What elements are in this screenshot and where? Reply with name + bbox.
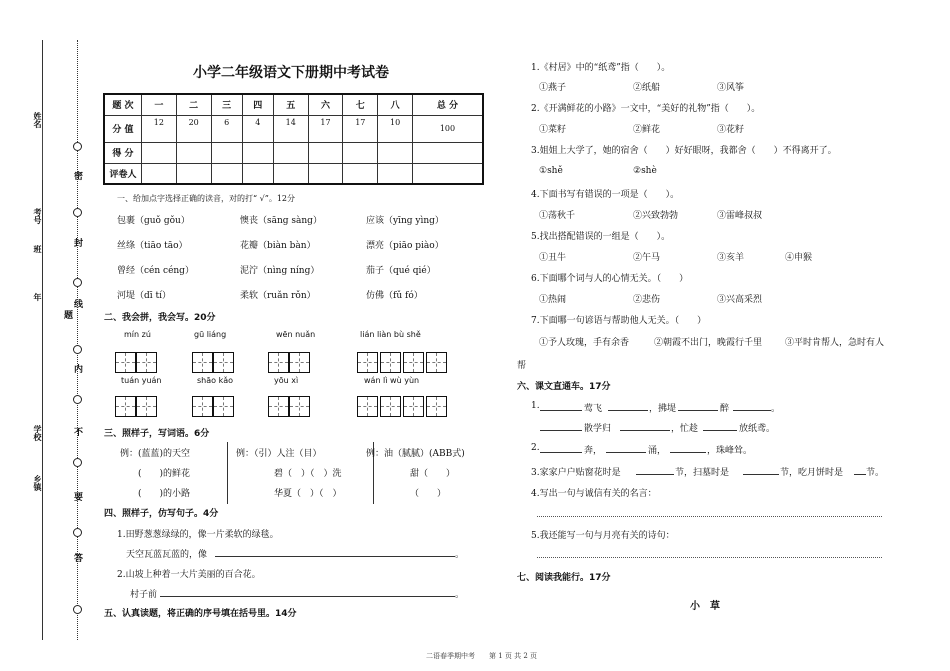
option[interactable]: ③花籽 (717, 125, 745, 135)
seal-circle (73, 528, 82, 537)
part4-heading: 四、照样子，仿写句子。4分 (104, 509, 219, 519)
option[interactable]: ②午马 (633, 253, 661, 263)
writing-box[interactable] (213, 352, 234, 373)
fill-line-number: 2. (531, 443, 540, 453)
question-text: 1.《村居》中的“纸鸢”指（ ）。 (531, 63, 671, 73)
fill-text: 节，吃月饼时是 (780, 468, 844, 478)
answer-line[interactable] (537, 557, 882, 558)
score-cell[interactable] (412, 142, 483, 163)
question-text: 4.下面书写有错误的一项是（ ）。 (531, 190, 680, 200)
word-example: 例：(蓝蓝)的天空 (120, 449, 191, 459)
column-header: 四 (242, 94, 273, 115)
option[interactable]: ②朝霞不出门，晚霞行千里 (654, 338, 763, 348)
writing-box[interactable] (380, 352, 401, 373)
option[interactable]: ③风筝 (717, 83, 745, 93)
binding-seal-line (77, 40, 78, 640)
grader-cell[interactable] (308, 163, 343, 184)
fill-blank[interactable] (854, 474, 866, 475)
part1-instruction: 一、给加点字选择正确的读音，对的打“ √”。12分 (117, 194, 295, 203)
option[interactable]: ③亥羊 (717, 253, 745, 263)
writing-box[interactable] (289, 396, 310, 417)
label-exam-no: 考号 (33, 208, 43, 224)
fill-blank[interactable] (703, 430, 737, 431)
score-cell[interactable] (211, 142, 242, 163)
part5-heading: 五、认真读题，将正确的序号填在括号里。14分 (104, 609, 297, 619)
writing-box[interactable] (268, 352, 289, 373)
pronunciation-item[interactable]: 懊丧（sāng sàng） (240, 216, 322, 226)
option[interactable]: ②悲伤 (633, 295, 661, 305)
fill-text: 节，扫墓时是 (675, 468, 730, 478)
question-text: 6.下面哪个词与人的心情无关。（ ） (531, 274, 689, 284)
score-cell[interactable] (273, 142, 308, 163)
fill-blank[interactable] (540, 430, 582, 431)
pronunciation-item[interactable]: 柔软（ruǎn rǒn） (240, 291, 316, 301)
word-blank[interactable]: 华夏（ ）（ ） (274, 489, 342, 499)
column-header: 六 (308, 94, 343, 115)
fill-blank[interactable] (620, 430, 670, 431)
option[interactable]: ④申猴 (785, 253, 813, 263)
column-header: 二 (176, 94, 211, 115)
page-footer: 二语春季期中考 第 1 页 共 2 页 (426, 652, 538, 660)
score-cell[interactable] (308, 142, 343, 163)
sentence-example: 1.田野葱葱绿绿的，像一片柔软的绿毯。 (117, 530, 279, 540)
pronunciation-item[interactable]: 仿佛（fǔ fó） (366, 291, 423, 301)
writing-box[interactable] (115, 396, 136, 417)
score-cell[interactable] (176, 142, 211, 163)
writing-box[interactable] (213, 396, 234, 417)
seal-circle (73, 142, 82, 151)
grader-cell[interactable] (343, 163, 378, 184)
pronunciation-item[interactable]: 包裹（guǒ gǒu） (117, 216, 190, 226)
pinyin-label: lián liàn bù shě (360, 330, 421, 339)
seal-char-ti: 题 (64, 311, 74, 321)
option[interactable]: ②纸船 (633, 83, 661, 93)
fill-text: ，珠峰耸。 (707, 446, 753, 456)
row-header: 得 分 (104, 142, 142, 163)
pronunciation-item[interactable]: 漂亮（piāo piào） (366, 241, 444, 251)
question-text: 3.姐姐上大学了，她的宿舍（ ）好好眼呀，我都舍（ ）不得离开了。 (531, 146, 837, 156)
fill-blank[interactable] (540, 452, 582, 453)
row-header: 评卷人 (104, 163, 142, 184)
seal-char-mi: 密 (74, 172, 84, 182)
part2-heading: 二、我会拼，我会写。20分 (104, 313, 216, 323)
column-header: 八 (378, 94, 413, 115)
option[interactable]: ①荡秋千 (539, 211, 576, 221)
writing-box[interactable] (380, 396, 401, 417)
pronunciation-item[interactable]: 花瓣（biàn bàn） (240, 241, 316, 251)
score-cell[interactable] (343, 142, 378, 163)
fill-text: 醉 (720, 404, 730, 414)
answer-line[interactable] (537, 516, 882, 517)
label-school: 学校 (33, 425, 43, 441)
writing-box[interactable] (136, 396, 157, 417)
story-title: 小 草 (690, 601, 720, 612)
word-blank[interactable]: （ ） (410, 489, 447, 499)
option[interactable]: ①丑牛 (539, 253, 567, 263)
grader-cell[interactable] (412, 163, 483, 184)
writing-box[interactable] (426, 352, 447, 373)
page-title: 小学二年级语文下册期中考试卷 (193, 65, 389, 81)
sentence-prompt: 天空瓦蓝瓦蓝的，像 (126, 550, 208, 560)
writing-box[interactable] (115, 352, 136, 373)
part7-heading: 七、阅读我能行。17分 (517, 573, 611, 583)
score-value: 4 (242, 115, 273, 142)
grader-cell[interactable] (142, 163, 177, 184)
grader-cell[interactable] (378, 163, 413, 184)
fill-text: 节。 (866, 468, 885, 478)
seal-char-da: 答 (74, 554, 84, 564)
score-value: 20 (176, 115, 211, 142)
option[interactable]: ①shě (539, 166, 563, 176)
word-blank[interactable]: 碧（ ）（ ）洗 (274, 469, 342, 479)
grader-cell[interactable] (211, 163, 242, 184)
pinyin-label: mín zú (124, 330, 151, 339)
fill-text: 奔， (584, 446, 603, 456)
pinyin-label: wán lì wù yùn (364, 376, 420, 385)
pinyin-label: shāo kǎo (197, 376, 234, 385)
pinyin-label: wēn nuǎn (276, 330, 316, 339)
seal-circle (73, 605, 82, 614)
seal-char-nei: 内 (74, 365, 84, 375)
name-blank-line[interactable] (42, 120, 43, 180)
label-grade: 年 (33, 293, 43, 301)
fill-text: ，拂堤 (649, 404, 677, 414)
seal-circle (73, 458, 82, 467)
writing-box[interactable] (289, 352, 310, 373)
fill-text: 5.我还能写一句与月亮有关的诗句： (531, 531, 675, 541)
option[interactable]: ②兴致勃勃 (633, 211, 679, 221)
label-township: 乡镇 (33, 475, 43, 491)
fill-text: 。 (771, 404, 781, 414)
word-blank[interactable]: ( )的鲜花 (138, 469, 191, 479)
writing-box[interactable] (136, 352, 157, 373)
seal-char-xian: 线 (74, 300, 84, 310)
fill-text: ，忙趁 (671, 424, 699, 434)
writing-box[interactable] (357, 396, 378, 417)
option[interactable]: ②shè (633, 166, 657, 176)
writing-box[interactable] (357, 352, 378, 373)
sentence-prompt: 村子前 (130, 590, 158, 600)
fill-text: 3.家家户户贴窗花时是 (531, 468, 621, 478)
word-example: 例：（引）人注（目） (236, 449, 322, 459)
sentence-example: 2.山坡上种着一大片美丽的百合花。 (117, 570, 261, 580)
writing-box[interactable] (426, 396, 447, 417)
option-wrap: 帮 (517, 361, 527, 371)
score-cell[interactable] (142, 142, 177, 163)
score-value: 10 (378, 115, 413, 142)
question-text: 2.《开满鲜花的小路》一文中，“美好的礼物”指（ ）。 (531, 104, 761, 114)
option[interactable]: ③兴高采烈 (717, 295, 763, 305)
fill-blank[interactable] (636, 474, 674, 475)
part6-heading: 六、课文直通车。17分 (517, 382, 611, 392)
fill-blank[interactable] (733, 410, 771, 411)
seal-circle (73, 345, 82, 354)
column-header: 总 分 (412, 94, 483, 115)
sentence-answer-line[interactable] (215, 556, 455, 557)
fill-blank[interactable] (540, 410, 582, 411)
row-header: 分 值 (104, 115, 142, 142)
column-divider (227, 442, 228, 504)
seal-char-feng: 封 (74, 239, 84, 249)
score-value: 17 (308, 115, 343, 142)
pinyin-label: tuán yuán (121, 376, 162, 385)
sentence-answer-line[interactable] (160, 596, 455, 597)
option[interactable]: ①菜籽 (539, 125, 567, 135)
score-value: 14 (273, 115, 308, 142)
fill-text: 放纸鸢。 (739, 424, 776, 434)
option[interactable]: ③平时肯帮人，急时有人 (785, 338, 885, 348)
fill-text: 4.写出一句与诚信有关的名言： (531, 489, 657, 499)
label-class: 班 (33, 245, 43, 253)
option[interactable]: ③雷峰叔叔 (717, 211, 763, 221)
fill-blank[interactable] (608, 410, 648, 411)
seal-circle (73, 395, 82, 404)
fill-text: 莺飞 (584, 404, 603, 414)
option[interactable]: ①予人玫瑰，手有余香 (539, 338, 630, 348)
writing-box[interactable] (268, 396, 289, 417)
option[interactable]: ①燕子 (539, 83, 567, 93)
seal-circle (73, 208, 82, 217)
seal-char-yao: 要 (74, 493, 84, 503)
writing-box[interactable] (192, 396, 213, 417)
fill-blank[interactable] (606, 452, 646, 453)
score-value-total: 100 (412, 115, 483, 142)
score-value: 17 (343, 115, 378, 142)
score-value: 6 (211, 115, 242, 142)
pronunciation-item[interactable]: 泥泞（nìng níng） (240, 266, 320, 276)
fill-blank[interactable] (743, 474, 779, 475)
pronunciation-item[interactable]: 应该（yīng yìng） (366, 216, 444, 226)
pronunciation-item[interactable]: 曾经（cén céng） (117, 266, 194, 276)
grader-cell[interactable] (242, 163, 273, 184)
seal-char-bu: 不 (74, 428, 84, 438)
option[interactable]: ①热闹 (539, 295, 567, 305)
pronunciation-item[interactable]: 茄子（qué qié） (366, 266, 436, 276)
fill-blank[interactable] (678, 410, 718, 411)
grader-cell[interactable] (176, 163, 211, 184)
writing-box[interactable] (403, 396, 424, 417)
fill-text: 散学归 (584, 424, 612, 434)
fill-blank[interactable] (670, 452, 706, 453)
seal-circle (73, 278, 82, 287)
question-text: 7.下面哪一句谚语与帮助他人无关。（ ） (531, 316, 707, 326)
fill-line-number: 1. (531, 401, 540, 411)
sentence-end: 。 (455, 550, 465, 560)
option[interactable]: ②鲜花 (633, 125, 661, 135)
fill-text: 涌， (648, 446, 667, 456)
score-cell[interactable] (378, 142, 413, 163)
pronunciation-item[interactable]: 丝绦（tiāo tāo） (117, 241, 188, 251)
score-value: 12 (142, 115, 177, 142)
row-header: 题 次 (104, 94, 142, 115)
grader-cell[interactable] (273, 163, 308, 184)
label-name: 姓名 (33, 112, 43, 128)
column-header: 七 (343, 94, 378, 115)
writing-box[interactable] (403, 352, 424, 373)
score-cell[interactable] (242, 142, 273, 163)
writing-box[interactable] (192, 352, 213, 373)
column-header: 一 (142, 94, 177, 115)
pinyin-label: gū liáng (194, 330, 227, 339)
pinyin-label: yōu xì (274, 376, 299, 385)
question-text: 5.找出搭配错误的一组是（ ）。 (531, 232, 671, 242)
word-blank[interactable]: ( )的小路 (138, 489, 191, 499)
column-header: 五 (273, 94, 308, 115)
sentence-end: 。 (455, 590, 465, 600)
column-header: 三 (211, 94, 242, 115)
word-blank[interactable]: 甜（ ） (410, 469, 456, 479)
word-example: 例：油（腻腻）(ABB式) (366, 449, 465, 459)
part3-heading: 三、照样子，写词语。6分 (104, 429, 210, 439)
score-table (103, 93, 484, 185)
pronunciation-item[interactable]: 河堤（dī tí） (117, 291, 171, 301)
